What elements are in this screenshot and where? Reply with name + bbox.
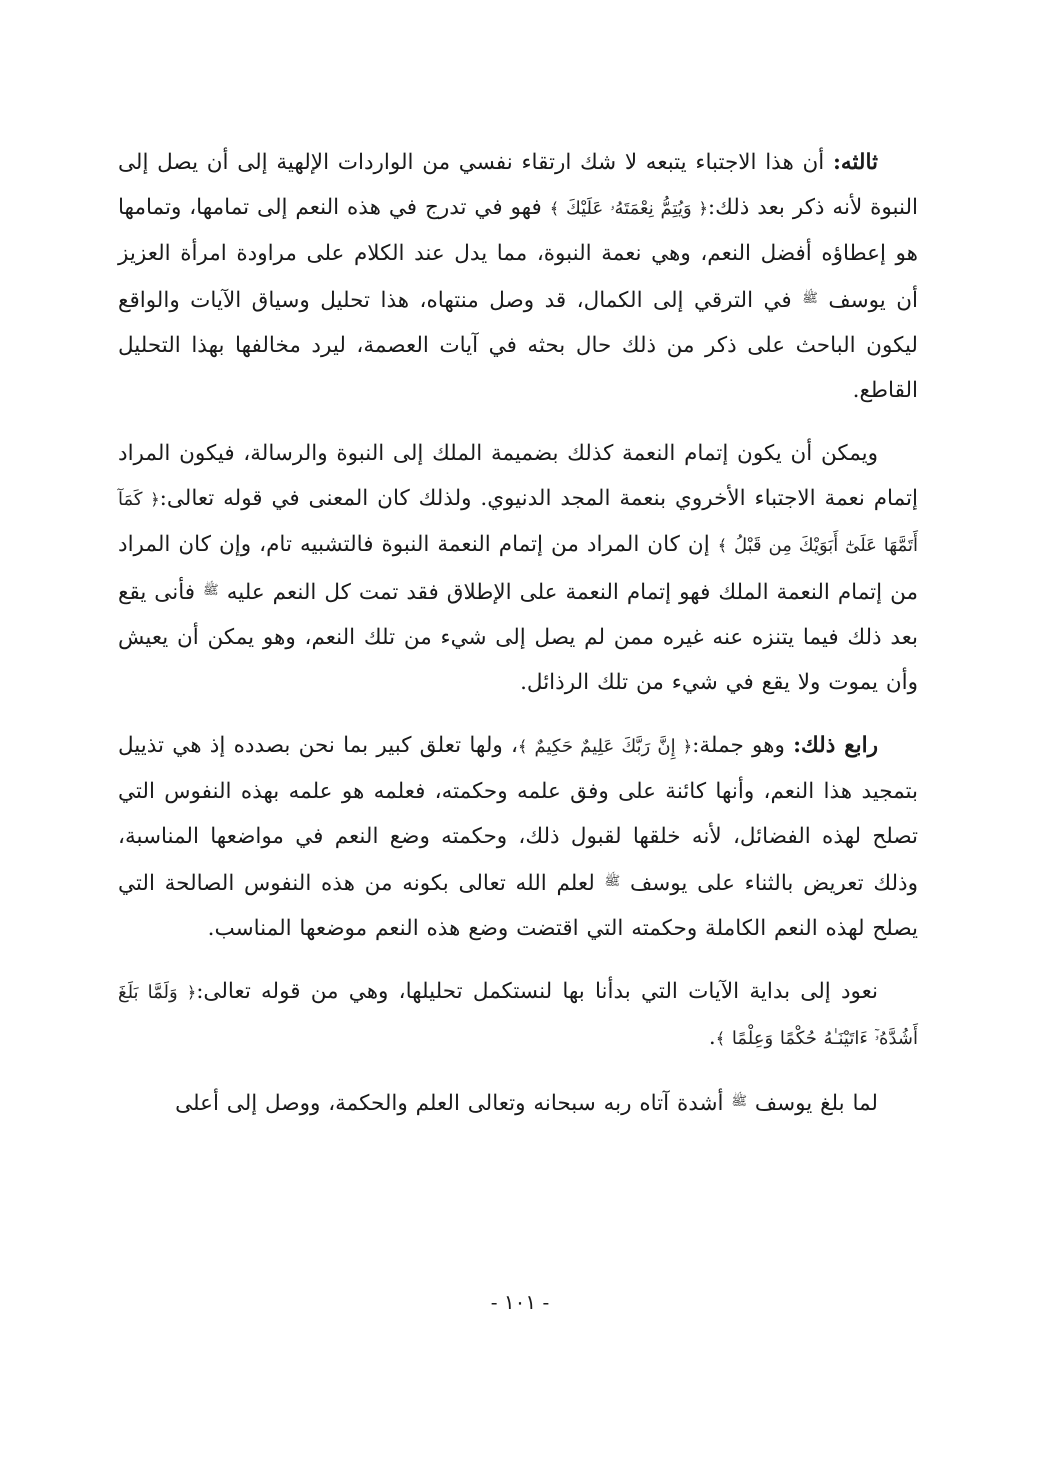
paragraph-text: أشدة آتاه ربه سبحانه وتعالى العلم والحكمة، ووصل إلى أعلى — [175, 1091, 732, 1116]
paragraph-3 — [118, 723, 918, 951]
paragraph-1 — [118, 140, 918, 413]
paragraph-text: أن هذا الاجتباء يتبعه لا شك ارتقاء نفسي من الواردات الإلهية إلى أن يصل إلى النبوة لأنه ذكر بعد ذلك: — [118, 150, 918, 220]
paragraph-lead: رابع ذلك: — [793, 733, 878, 758]
quran-close-bracket: ﴾ — [715, 1029, 726, 1048]
paragraph-text: ويمكن أن يكون إتمام النعمة كذلك بضميمة الملك إلى النبوة والرسالة، فيكون المراد إتمام نعمة الاجتباء الأخروي بنعمة المجد الدنيوي. ولذلك كان المعنى في قوله تعالى: — [118, 441, 918, 511]
quran-open-bracket: ﴿ — [682, 737, 693, 756]
quran-open-bracket: ﴿ — [698, 199, 708, 218]
paragraph-text: . — [708, 1025, 716, 1050]
quran-close-bracket: ﴾ — [549, 199, 560, 218]
honorific-glyph: ﷺ — [731, 1094, 748, 1109]
paragraph-text: إن كان المراد من إتمام النعمة النبوة فالتشبيه تام، وإن كان المراد من إتمام النعمة الملك فهو إتمام النعمة على الإطلاق فقد تمت كل النعم عليه — [118, 532, 918, 605]
quran-verse: إِنَّ رَبَّكَ عَلِيمٌ حَكِيمٌ — [527, 736, 683, 757]
paragraph-text: في الترقي إلى الكمال، قد وصل منتهاه، هذا تحليل وسياق الآيات والواقع ليكون الباحث على ذكر من ذلك حال بحثه في آيات العصمة، ليرد مخالفها بهذا التحليل القاطع. — [118, 288, 918, 403]
quran-close-bracket: ﴾ — [517, 737, 528, 756]
quran-verse: وَيُتِمُّ نِعْمَتَهُۥ عَلَيْكَ — [559, 198, 699, 219]
quran-open-bracket: ﴿ — [186, 983, 197, 1002]
paragraph-4 — [118, 969, 918, 1061]
quran-verse: كَمَآ أَتَمَّهَا عَلَىٰٓ أَبَوَيْكَ مِن قَبْلُ — [118, 489, 918, 556]
paragraph-text: نعود إلى بداية الآيات التي بدأنا بها لنستكمل تحليلها، وهي من قوله تعالى: — [196, 979, 878, 1004]
paragraph-text: فأنى يقع بعد ذلك فيما يتنزه عنه غيره ممن لم يصل إلى شيء من تلك النعم، وهو يمكن أن يعيش وأن يموت ولا يقع في شيء من تلك الرذائل. — [118, 580, 918, 695]
paragraph-text: فهو في تدرج في هذه النعم إلى تمامها، وتمامها هو إعطاؤه أفضل النعم، وهي نعمة النبوة، مما يدل عند الكلام على مراودة امرأة العزيز أن يوسف — [118, 195, 918, 313]
quran-close-bracket: ﴾ — [717, 536, 728, 555]
quran-verse: وَلَمَّا بَلَغَ أَشُدَّهُۥٓ ءَاتَيْنَـٰهُ حُكْمًا وَعِلْمًا — [118, 982, 918, 1049]
honorific-glyph: ﷺ — [604, 874, 621, 889]
quran-open-bracket: ﴿ — [150, 490, 160, 509]
paragraph-text: ، ولها تعلق كبير بما نحن بصدده إذ هي تذييل بتمجيد هذا النعم، وأنها كائنة على وفق علمه وحكمته، فعلمه هو علمه بهذه النفوس التي تصلح لهذه الفضائل، لأنه خلقها لقبول ذلك، وحكمته وضع النعم في مواضعها المناسبة، وذلك تعريض بالثناء على يوسف — [118, 733, 918, 896]
paragraph-text: لعلم الله تعالى بكونه من هذه النفوس الصالحة التي يصلح لهذه النعم الكاملة وحكمته التي اقتضت وضع هذه النعم موضعها المناسب. — [118, 871, 918, 941]
paragraph-text: وهو جملة: — [692, 733, 794, 758]
paragraph-text: لما بلغ يوسف — [747, 1091, 878, 1116]
paragraph-lead: ثالثه: — [832, 150, 878, 175]
page-number: - ١٠١ - — [490, 1290, 550, 1314]
page-body — [118, 140, 918, 1144]
paragraph-2 — [118, 431, 918, 705]
honorific-glyph: ﷺ — [203, 583, 219, 598]
honorific-glyph: ﷺ — [802, 291, 818, 306]
paragraph-5 — [118, 1079, 918, 1126]
